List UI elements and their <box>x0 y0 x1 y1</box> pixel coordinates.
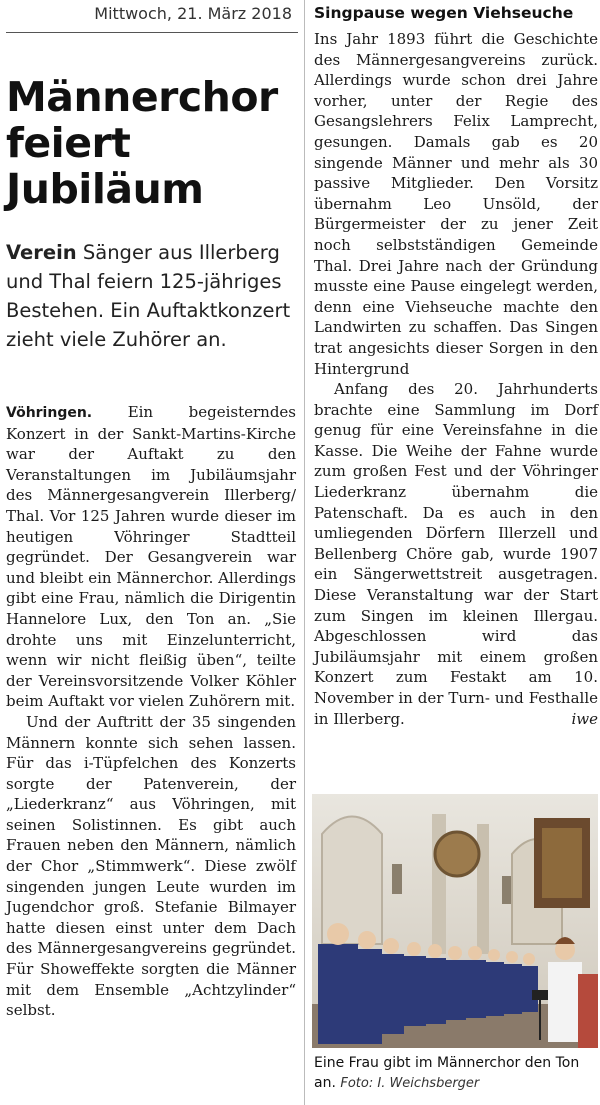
headline-line: feiert <box>6 119 131 167</box>
choir-photo <box>312 794 598 1048</box>
column-divider <box>304 0 305 1105</box>
article-paragraph: Ins Jahr 1893 führt die Geschichte des Männergesangvereins zurück. Allerdings wurde schon drei Jahre vorher, unter der Regie des Gesangslehrers Felix Lamprecht, gesungen. Damals gab es 20 singende Männer und mehr als 30 passive Mitglieder. Den Vorsitz übernahm Leo Unsöld, der Bürgermeister der zu jener Zeit noch selbstständigen Gemeinde Thal. Drei Jahre nach der Gründung musste eine Pause eingelegt werden, denn eine Viehseuche machte den Landwirten zu schaffen. Das Singen trat angesichts dieser Sorgen in den Hintergrund <box>314 30 598 378</box>
article-body-right-column <box>314 29 598 729</box>
issue-date: Mittwoch, 21. März 2018 <box>94 4 292 23</box>
dateline: Vöhringen. <box>6 405 93 421</box>
paragraph-text: Ein begeisterndes Konzert in der Sankt-Martins-Kirche war der Auftakt zu den Veranstaltungen im Jubiläumsjahr des Männergesangverein Illerberg/ Thal. Vor 125 Jahren wurde dieser im heutigen Vöhringer Stadtteil gegründet. Der Gesangverein war und bleibt ein Männerchor. Allerdings gibt eine Frau, nämlich die Dirigentin Hannelore Lux, den Ton an. „Sie drohte uns mit Einzelunterricht, wenn wir nicht fleißig üben“, teilte der Vereinsvorsitzende Volker Köhler beim Auftakt vor vielen Zuhörern mit. <box>6 403 296 711</box>
article-teaser <box>6 238 298 354</box>
article-paragraph <box>314 379 598 729</box>
headline-line: Männerchor <box>6 73 278 121</box>
choir-photo-image <box>312 794 598 1048</box>
section-subhead: Singpause wegen Viehseuche <box>314 4 574 22</box>
photo-credit: Foto: I. Weichsberger <box>340 1076 480 1091</box>
article-headline <box>6 74 298 212</box>
article-body-left-column <box>6 402 296 1021</box>
caption-text: Eine Frau gibt im Männerchor den Ton an. <box>314 1055 580 1091</box>
paragraph-text: Anfang des 20. Jahrhunderts brachte eine Sammlung im Dorf genug für eine Vereinsfahne in die Kasse. Die Weihe der Fahne wurde zum großen Fest und der Vöhringer Liederkranz übernahm die Patenschaft. Da es auch in den umliegenden Dörfern Illerzell und Bellenberg Chöre gab, wurde 1907 ein Sängerwettstreit ausgetragen. Diese Veranstaltung war der Start zum Singen im kleinen Illergau. Abgeschlossen wird das Jubiläumsjahr mit einem großen Konzert zum Festakt am 10. November in der Turn- und Festhalle in Illerberg. <box>314 380 598 728</box>
headline-line: Jubiläum <box>6 165 204 213</box>
author-initials: iwe <box>571 709 598 728</box>
teaser-kicker: Verein <box>6 241 77 264</box>
photo-caption <box>314 1053 598 1094</box>
article-paragraph <box>6 402 296 712</box>
article-paragraph: Und der Auftritt der 35 singenden Männern konnte sich sehen lassen. Für das i-Tüpfelchen des Konzerts sorgte der Patenverein, der „Liederkranz“ aus Vöhringen, mit seinen Solistinnen. Es gibt auch Frauen neben den Männern, nämlich der Chor „Stimmwerk“. Diese zwölf singenden jungen Leute wurden im Jugendchor groß. Stefanie Bilmayer hatte diesen einst unter dem Dach des Männergesangvereins gegründet. Für Showeffekte sorgten die Männer mit dem Ensemble „Achtzylinder“ selbst. <box>6 712 296 1020</box>
header-rule <box>6 32 298 33</box>
teaser-text: Sänger aus Illerberg und Thal feiern 125-jähriges Bestehen. Ein Auftaktkonzert zieht viele Zuhörer an. <box>6 241 291 351</box>
